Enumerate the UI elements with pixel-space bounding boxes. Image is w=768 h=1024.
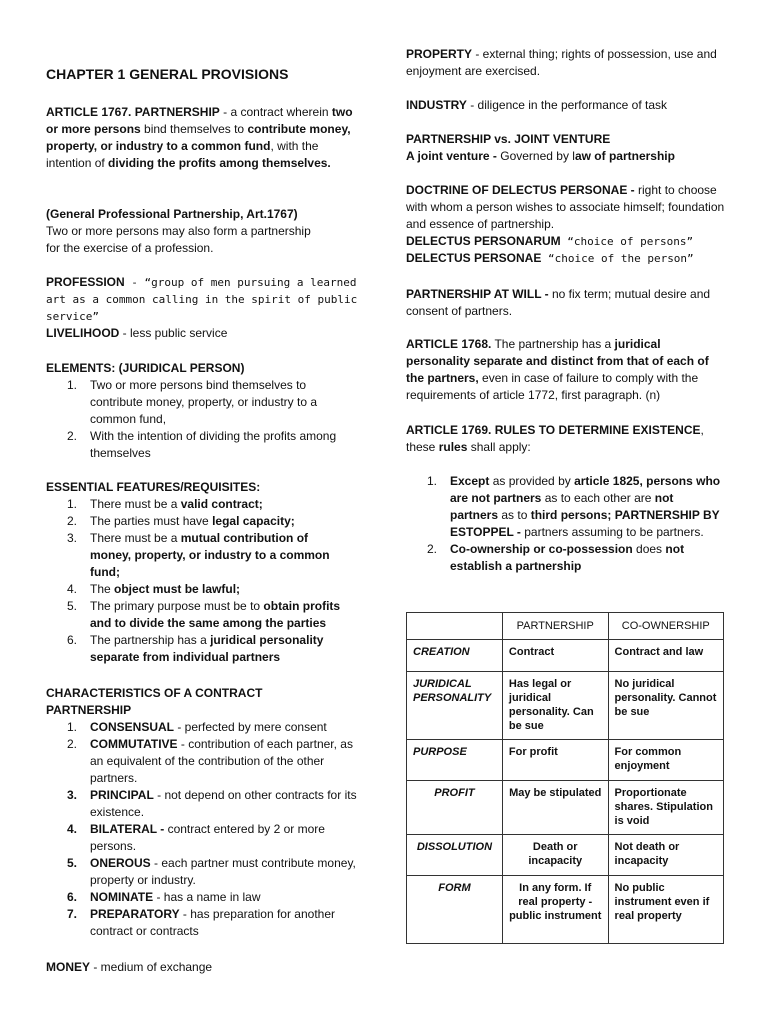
table-header-cell: CO-OWNERSHIP: [608, 613, 723, 640]
list-item: 6. The partnership has a juridical personality separate from individual partners: [67, 633, 324, 664]
article-1769-rules-list: [406, 473, 724, 575]
partnership-cell: In any form. If real property - public instrument: [502, 876, 608, 944]
article-1768: ARTICLE 1768. The partnership has a juridical personality separate and distinct from that of each of the partners, even in case of failure to comply with the requirements of article 1772, first paragraph. (n): [406, 337, 709, 402]
coownership-cell: No juridical personality. Cannot be sue: [608, 672, 723, 740]
list-item: 3. PRINCIPAL - not depend on other contracts for its existence.: [67, 788, 357, 819]
partnership-cell: Contract: [502, 640, 608, 672]
table-row: [407, 672, 724, 740]
coownership-cell: Not death or incapacity: [608, 835, 723, 876]
table-row: [407, 740, 724, 781]
partnership-cell: For profit: [502, 740, 608, 781]
essential-features-list: [46, 496, 346, 666]
row-label: DISSOLUTION: [407, 835, 503, 876]
table-row: [407, 640, 724, 672]
list-item: 4. BILATERAL - contract entered by 2 or more persons.: [67, 822, 325, 853]
list-item: 2. COMMUTATIVE - contribution of each partner, as an equivalent of the contribution of the other partners.: [67, 737, 353, 785]
list-item: 1. Two or more persons bind themselves to contribute money, property, or industry to a common fund,: [67, 378, 317, 426]
partnership-vs-coownership-table: [406, 612, 724, 944]
coownership-cell: Proportionate shares. Stipulation is void: [608, 781, 723, 835]
chapter-title: CHAPTER 1 GENERAL PROVISIONS: [46, 66, 289, 82]
list-item: 2. The parties must have legal capacity;: [67, 514, 295, 528]
elements-list: [46, 377, 361, 462]
list-item: 1. CONSENSUAL - perfected by mere consent: [67, 720, 327, 734]
essential-features-section: ESSENTIAL FEATURES/REQUISITES: 1. There must be a valid contract; 2. The parties must have legal capacity; 3. There must be a mutual contribution of money, property, or industry to a common fund; 4. The object must be lawful; 5. The primary purpose must be to obtain profits and to divide the same among the parties 6. The partnership has a juridical personality separate from individual partners: [46, 479, 346, 666]
list-item: 4. The object must be lawful;: [67, 582, 241, 596]
characteristics-section: CHARACTERISTICS OF A CONTRACT PARTNERSHIP 1. CONSENSUAL - perfected by mere consent 2. COMMUTATIVE - contribution of each partner, as an equivalent of the contribution of the other partners. 3. PRINCIPAL - not depend on other contracts for its existence. 4. BILATERAL - contract entered by 2 or more persons. 5. ONEROUS - each partner must contribute money, property or industry. 6. NOMINATE - has a name in law 7. PREPARATORY - has preparation for another contract or contracts: [46, 686, 357, 938]
list-item: 5. ONEROUS - each partner must contribute money, property or industry.: [67, 856, 356, 887]
gpp-section: (General Professional Partnership, Art.1767) Two or more persons may also form a partnership for the exercise of a profession.: [46, 207, 311, 255]
row-label: JURIDICAL PERSONALITY: [407, 672, 503, 740]
row-label: PURPOSE: [407, 740, 503, 781]
row-label: PROFIT: [407, 781, 503, 835]
list-item: 7. PREPARATORY - has preparation for another contract or contracts: [67, 907, 336, 938]
table-header-row: [407, 613, 724, 640]
table-header-cell: [407, 613, 503, 640]
partnership-cell: Death or incapacity: [502, 835, 608, 876]
list-item: 5. The primary purpose must be to obtain profits and to divide the same among the parties: [67, 599, 341, 630]
article-1769: ARTICLE 1769. RULES TO DETERMINE EXISTENCE, these rules shall apply:: [406, 423, 704, 454]
list-item: 6. NOMINATE - has a name in law: [67, 890, 261, 904]
money-definition: MONEY - medium of exchange: [46, 960, 213, 974]
list-item: 2. With the intention of dividing the profits among themselves: [67, 429, 337, 460]
list-item: 3. There must be a mutual contribution of money, property, or industry to a common fund;: [67, 531, 330, 579]
coownership-cell: Contract and law: [608, 640, 723, 672]
coownership-cell: For common enjoyment: [608, 740, 723, 781]
list-item: 1. Except as provided by article 1825, persons who are not partners as to each other are not partners as to third persons; PARTNERSHIP BY ESTOPPEL - partners assuming to be partners.: [427, 474, 721, 539]
article-1767: ARTICLE 1767. PARTNERSHIP - a contract wherein two or more persons bind themselves to contribute money, property, or industry to a common fund, with the intention of dividing the profits among themselves.: [46, 105, 353, 170]
table-row: [407, 835, 724, 876]
profession-definition: PROFESSION - “group of men pursuing a learned art as a common calling in the spirit of public service”: [46, 275, 358, 323]
partnership-vs-joint-venture: PARTNERSHIP vs. JOINT VENTURE A joint venture - Governed by law of partnership: [406, 132, 675, 163]
partnership-cell: May be stipulated: [502, 781, 608, 835]
row-label: FORM: [407, 876, 503, 944]
table-header-cell: PARTNERSHIP: [502, 613, 608, 640]
partnership-at-will: PARTNERSHIP AT WILL - no fix term; mutual desire and consent of partners.: [406, 287, 711, 318]
row-label: CREATION: [407, 640, 503, 672]
industry-definition: INDUSTRY - diligence in the performance of task: [406, 98, 667, 112]
table-row: [407, 781, 724, 835]
elements-section: ELEMENTS: (JURIDICAL PERSON) 1. Two or more persons bind themselves to contribute money, property, or industry to a common fund, 2. With the intention of dividing the profits among themselves: [46, 360, 361, 462]
list-item: 1. There must be a valid contract;: [67, 497, 263, 511]
list-item: 2. Co-ownership or co-possession does not establish a partnership: [427, 542, 685, 573]
delectus-personae-section: DOCTRINE OF DELECTUS PERSONAE - right to choose with whom a person wishes to associate himself; foundation and essence of partnership. DELECTUS PERSONARUM “choice of persons” DELECTUS PERSONAE “choice of the person”: [406, 183, 725, 265]
coownership-cell: No public instrument even if real property: [608, 876, 723, 944]
livelihood-definition: LIVELIHOOD - less public service: [46, 326, 228, 340]
property-definition: PROPERTY - external thing; rights of possession, use and enjoyment are exercised.: [406, 47, 717, 78]
table-row: [407, 876, 724, 944]
characteristics-list: [46, 719, 358, 940]
partnership-cell: Has legal or juridical personality. Can be sue: [502, 672, 608, 740]
